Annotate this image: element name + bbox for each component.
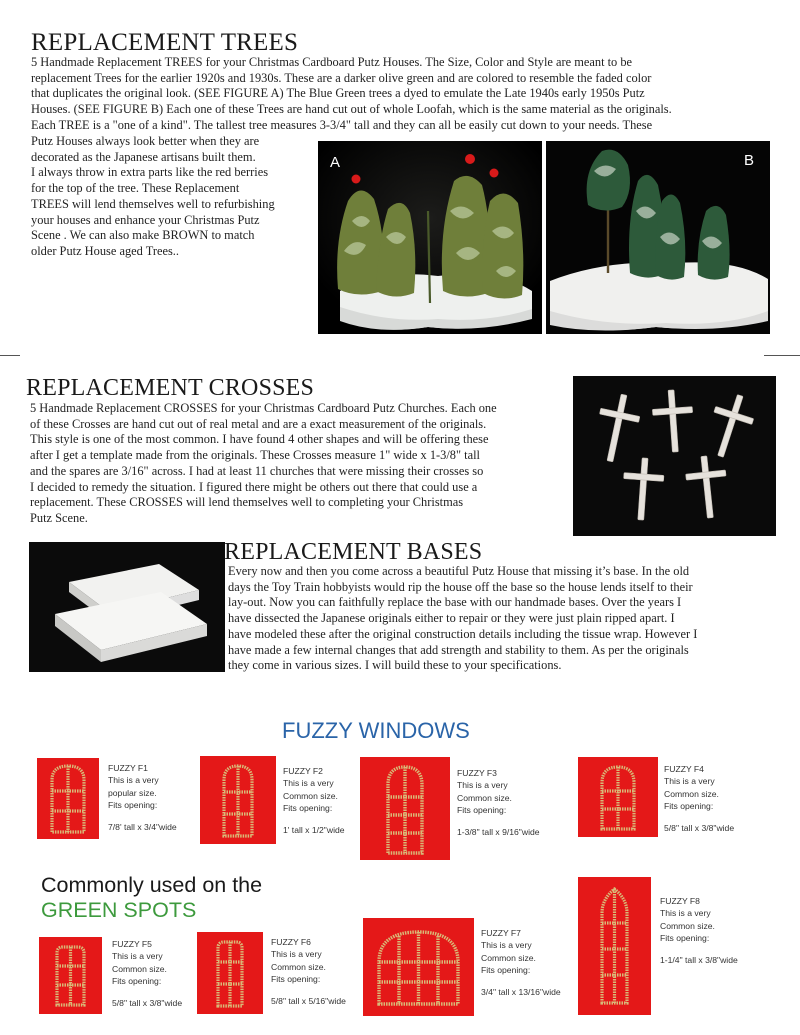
fuzzy-f5-swatch [39, 937, 102, 1014]
fuzzy-f8-size: 1-1/4" tall x 3/8"wide [660, 955, 738, 966]
fuzzy-f4-swatch [578, 757, 658, 837]
fuzzy-f7-name: FUZZY F7 [481, 928, 521, 938]
fuzzy-f6-name: FUZZY F6 [271, 937, 311, 947]
crosses-line: of these Crosses are hand cut out of real metal and are a exact measurement of the originals. [30, 416, 487, 431]
green-spots-text: GREEN SPOTS [41, 898, 197, 922]
trees-line: Putz Houses always look better when they are [31, 134, 260, 148]
fuzzy-f3-line: Fits opening: [457, 804, 507, 815]
fuzzy-f1-size: 7/8' tall x 3/4"wide [108, 822, 177, 833]
crosses-line: and the spares are 3/16" across. I had at least 11 churches that were missing their crosses so [30, 463, 484, 478]
fuzzy-f7-swatch [363, 918, 474, 1016]
trees-description-side [31, 134, 321, 260]
fuzzy-f2-line: This is a very [283, 778, 334, 789]
crosses-line: 5 Handmade Replacement CROSSES for your Christmas Cardboard Putz Churches. Each one [30, 401, 497, 415]
fuzzy-f6-size: 5/8" tall x 5/16"wide [271, 996, 346, 1007]
trees-figure-b-photo [546, 141, 770, 334]
fuzzy-f5-line: Fits opening: [112, 975, 162, 986]
bases-line: Every now and then you come across a beautiful Putz House that missing it’s base. In the old [228, 564, 690, 578]
fuzzy-f2-swatch [200, 756, 276, 844]
fuzzy-f4-line: Common size. [664, 788, 719, 799]
fuzzy-f2-info [283, 765, 345, 836]
fuzzy-f1-line: Fits opening: [108, 799, 158, 810]
fuzzy-f3-name: FUZZY F3 [457, 768, 497, 778]
fuzzy-f8-name: FUZZY F8 [660, 896, 700, 906]
fuzzy-f5-line: Common size. [112, 963, 167, 974]
fuzzy-f5-size: 5/8" tall x 3/8"wide [112, 998, 183, 1009]
fuzzy-f3-swatch [360, 757, 450, 860]
trees-line: that duplicates the original look. (SEE FIGURE A) The Blue Green trees a dyed to emulate the Late 1940s early 1950s Putz [31, 86, 645, 101]
trees-line: I always throw in extra parts like the red berries [31, 165, 269, 180]
fuzzy-f1-name: FUZZY F1 [108, 763, 148, 773]
figure-b-label: B [744, 152, 755, 169]
fuzzy-f4-name: FUZZY F4 [664, 764, 704, 774]
bases-line: have modeled these after the original construction details including the tissue wrap. However I [228, 626, 698, 641]
crosses-line: Putz Scene. [30, 510, 88, 525]
trees-line: your houses and enhance your Christmas Putz [31, 212, 260, 227]
fuzzy-f6-swatch [197, 932, 263, 1014]
bases-line: they come in various sizes. I will build these to your specifications. [228, 658, 562, 673]
section-divider-right [764, 355, 800, 356]
fuzzy-f6-line: Common size. [271, 961, 326, 972]
fuzzy-f5-line: This is a very [112, 951, 163, 962]
figure-a-label: A [330, 154, 341, 171]
trees-title: REPLACEMENT TREES [31, 29, 299, 56]
fuzzy-f6-line: Fits opening: [271, 973, 321, 984]
fuzzy-f5-name: FUZZY F5 [112, 939, 152, 949]
bases-line: days the Toy Train hobbyists would rip the house off the base so the house lends itself to their [228, 579, 693, 594]
fuzzy-f7-info [481, 927, 561, 998]
crosses-description [30, 401, 575, 527]
trees-line: Scene . We can also make BROWN to match [31, 228, 255, 243]
fuzzy-f4-size: 5/8" tall x 3/8"wide [664, 823, 735, 834]
bases-photo [29, 542, 225, 672]
fuzzy-f8-line: This is a very [660, 908, 711, 919]
trees-description [31, 55, 791, 134]
fuzzy-f1-line: This is a very [108, 775, 159, 786]
fuzzy-f1-swatch [37, 758, 99, 839]
crosses-line: I decided to remedy the situation. I figured there might be others out there that could use a [30, 479, 478, 494]
fuzzy-f7-size: 3/4" tall x 13/16"wide [481, 987, 561, 998]
crosses-line: replacement. These CROSSES will lend themselves well to completing your Christmas [30, 495, 464, 510]
trees-line: replacement Trees for the earlier 1920s and 1930s. These are a darker olive green and are colored to resemble the faded color [31, 70, 652, 85]
fuzzy-f3-line: Common size. [457, 792, 512, 803]
trees-line: 5 Handmade Replacement TREES for your Christmas Cardboard Putz Houses. The Size, Color and Style are meant to be [31, 55, 633, 69]
fuzzy-f3-size: 1-3/8" tall x 9/16"wide [457, 827, 540, 838]
crosses-photo [573, 376, 776, 536]
fuzzy-f1-line: popular size. [108, 787, 157, 798]
fuzzy-f7-line: Fits opening: [481, 964, 531, 975]
crosses-title: REPLACEMENT CROSSES [26, 375, 315, 401]
crosses-line: after I get a template made from the originals. These Crosses measure 1" wide x 1-3/8" tall [30, 448, 480, 463]
fuzzy-f3-line: This is a very [457, 780, 508, 791]
fuzzy-f8-swatch [578, 877, 651, 1015]
bases-description [228, 564, 794, 674]
bases-line: have dissected the Japanese originals either to repair or they were just plain ripped apart. I [228, 611, 675, 626]
fuzzy-f8-line: Fits opening: [660, 932, 710, 943]
section-divider-left [0, 355, 20, 356]
fuzzy-f4-line: Fits opening: [664, 800, 714, 811]
fuzzy-f2-name: FUZZY F2 [283, 766, 323, 776]
trees-line: for the top of the tree. These Replacement [31, 181, 240, 196]
fuzzy-f7-line: Common size. [481, 952, 536, 963]
fuzzy-f4-info [664, 763, 734, 834]
fuzzy-f3-info [457, 767, 540, 838]
fuzzy-f2-size: 1' tall x 1/2"wide [283, 825, 345, 836]
fuzzy-f4-line: This is a very [664, 776, 715, 787]
fuzzy-f6-info [271, 936, 346, 1007]
fuzzy-f6-line: This is a very [271, 949, 322, 960]
trees-line: older Putz House aged Trees.. [31, 243, 179, 258]
fuzzy-f8-info [660, 895, 738, 966]
fuzzy-f1-info [108, 762, 177, 833]
fuzzy-f7-line: This is a very [481, 940, 532, 951]
trees-line: Each TREE is a "one of a kind". The tallest tree measures 3-3/4" tall and they can all be easily cut down to your needs. These [31, 117, 653, 132]
bases-line: have made a few internal changes that add strength and stability to them. As per the originals [228, 642, 689, 657]
trees-figure-a-photo [318, 141, 542, 334]
commonly-used-text: Commonly used on the [41, 873, 263, 897]
fuzzy-f5-info [112, 938, 182, 1009]
trees-line: TREES will lend themselves well to refurbishing [31, 196, 275, 211]
crosses-line: This style is one of the most common. I have found 4 other shapes and will be offering these [30, 432, 489, 447]
bases-line: lay-out. Now you can faithfully replace the base with our handmade bases. Over the years I [228, 595, 682, 610]
fuzzy-f2-line: Common size. [283, 790, 338, 801]
trees-line: decorated as the Japanese artisans built them. [31, 149, 256, 164]
trees-line: Houses. (SEE FIGURE B) Each one of these Trees are hand cut out of whole Loofah, which is the same material as the originals. [31, 102, 672, 117]
fuzzy-f2-line: Fits opening: [283, 802, 333, 813]
fuzzy-windows-title: FUZZY WINDOWS [282, 718, 470, 743]
bases-title: REPLACEMENT BASES [224, 539, 483, 565]
fuzzy-f8-line: Common size. [660, 920, 715, 931]
